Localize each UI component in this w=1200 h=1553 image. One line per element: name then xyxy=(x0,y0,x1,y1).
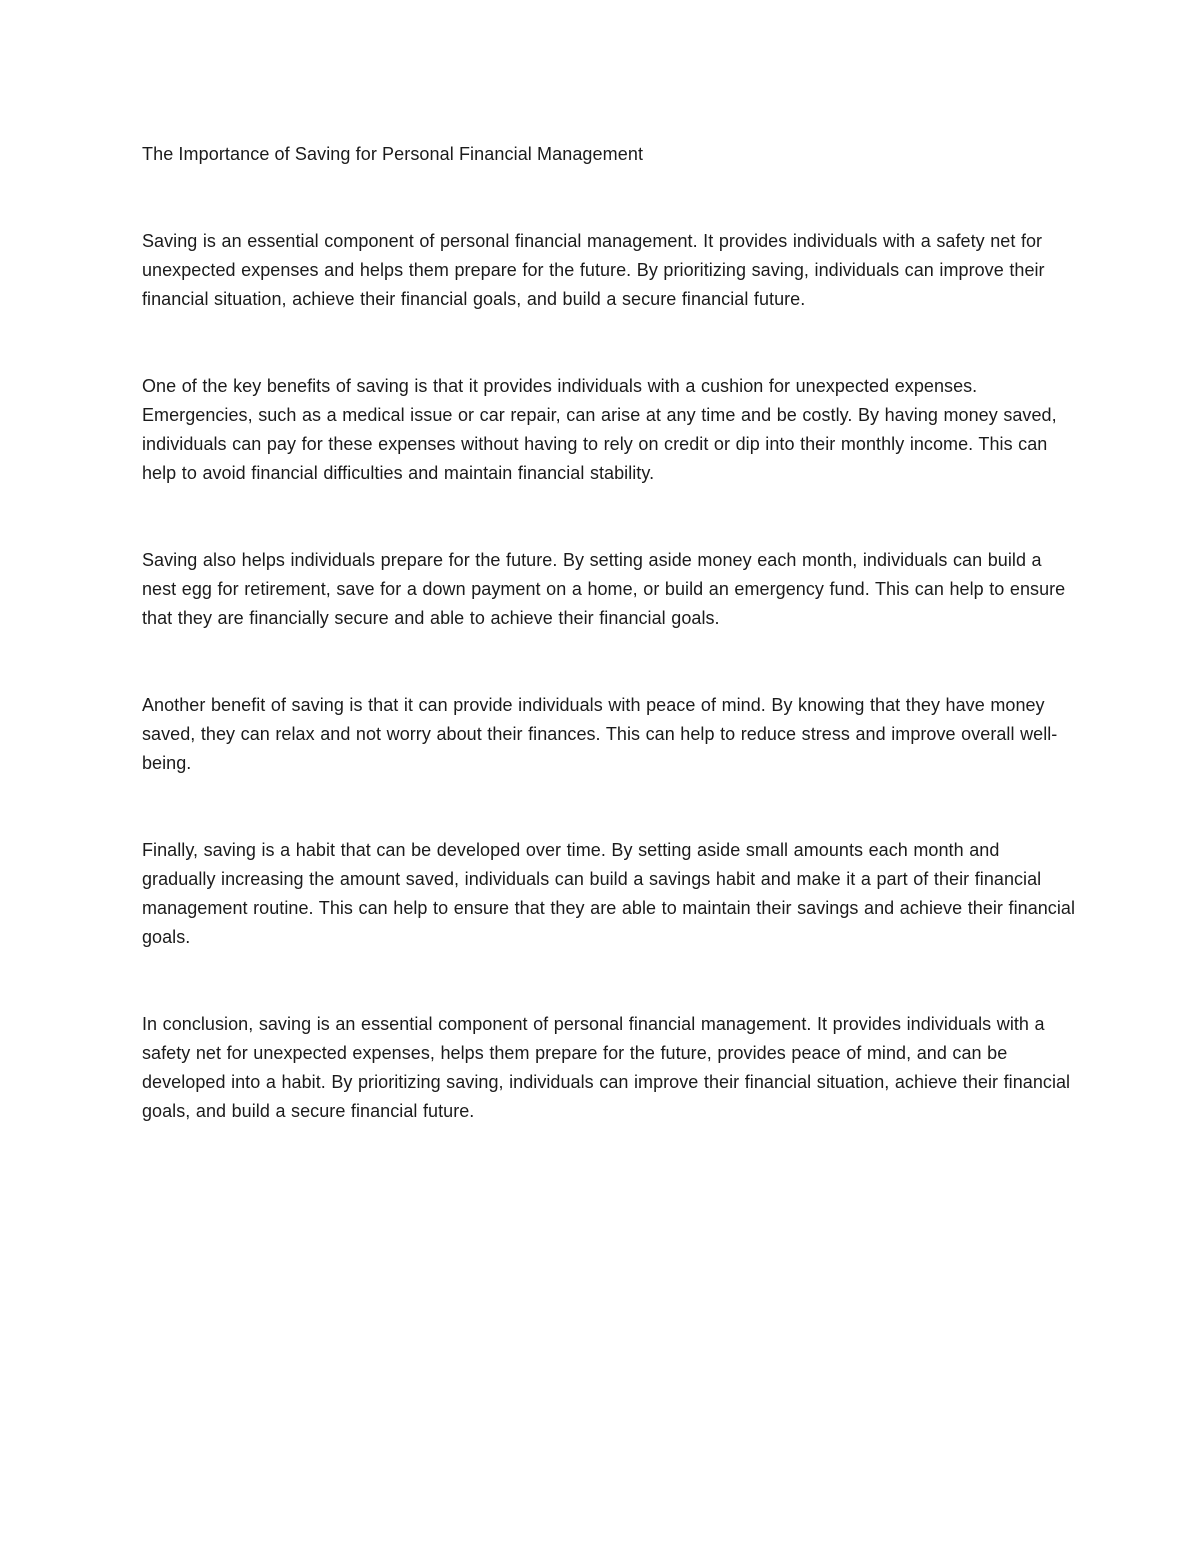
paragraph-conclusion: In conclusion, saving is an essential component of personal financial management. It provides individuals with a safety net for unexpected expenses, helps them prepare for the future, provides peace of mind, and can be developed into a habit. By prioritizing saving, individuals can improve their financial situation, achieve their financial goals, and build a secure financial future. xyxy=(142,1014,1071,1121)
paragraph-savings-habit: Finally, saving is a habit that can be developed over time. By setting aside small amounts each month and gradually increasing the amount saved, individuals can build a savings habit and make it a part of their financial management routine. This can help to ensure that they are able to maintain their savings and achieve their financial goals. xyxy=(142,840,1076,947)
paragraph-future-preparation: Saving also helps individuals prepare for the future. By setting aside money each month, individuals can build a nest egg for retirement, save for a down payment on a home, or build an emergency fund. This can help to ensure that they are financially secure and able to achieve their financial goals. xyxy=(142,550,1066,628)
document-body xyxy=(142,140,1077,1184)
paragraph-emergency-cushion: One of the key benefits of saving is that it provides individuals with a cushion for unexpected expenses. Emergencies, such as a medical issue or car repair, can arise at any time and be costly. By having money saved, individuals can pay for these expenses without having to rely on credit or dip into their monthly income. This can help to avoid financial difficulties and maintain financial stability. xyxy=(142,376,1057,483)
paragraph-peace-of-mind: Another benefit of saving is that it can provide individuals with peace of mind. By knowing that they have money saved, they can relax and not worry about their finances. This can help to reduce stress and improve overall well-being. xyxy=(142,695,1058,773)
paragraph-introduction: Saving is an essential component of personal financial management. It provides individuals with a safety net for unexpected expenses and helps them prepare for the future. By prioritizing saving, individuals can improve their financial situation, achieve their financial goals, and build a secure financial future. xyxy=(142,231,1045,309)
document-title: The Importance of Saving for Personal Financial Management xyxy=(142,144,644,164)
